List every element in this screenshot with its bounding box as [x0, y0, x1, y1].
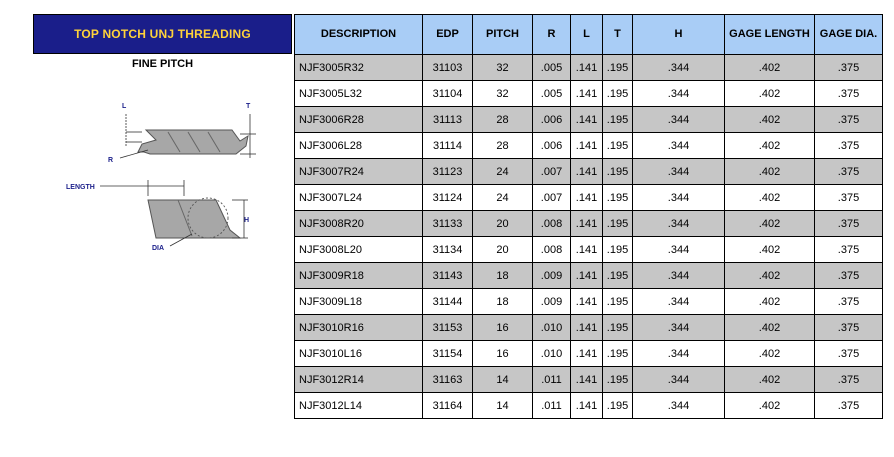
table-row: [295, 237, 883, 263]
cell-t: .195: [603, 107, 633, 133]
cell-gage-dia: .375: [815, 133, 883, 159]
cell-edp: 31134: [423, 237, 473, 263]
header-edp: EDP: [423, 15, 473, 55]
cell-pitch: 14: [473, 367, 533, 393]
cell-description: NJF3008R20: [295, 211, 423, 237]
cell-h: .344: [633, 315, 725, 341]
table-header-row: [295, 15, 883, 55]
cell-t: .195: [603, 55, 633, 81]
cell-r: .007: [533, 159, 571, 185]
cell-gage-dia: .375: [815, 55, 883, 81]
cell-description: NJF3007R24: [295, 159, 423, 185]
cell-h: .344: [633, 341, 725, 367]
cell-r: .008: [533, 237, 571, 263]
cell-description: NJF3012L14: [295, 393, 423, 419]
cell-t: .195: [603, 263, 633, 289]
cell-h: .344: [633, 263, 725, 289]
cell-l: .141: [571, 81, 603, 107]
cell-gage-length: .402: [725, 133, 815, 159]
cell-description: NJF3005R32: [295, 55, 423, 81]
cell-gage-length: .402: [725, 367, 815, 393]
cell-edp: 31113: [423, 107, 473, 133]
cell-r: .009: [533, 289, 571, 315]
cell-edp: 31144: [423, 289, 473, 315]
cell-gage-length: .402: [725, 81, 815, 107]
cell-gage-length: .402: [725, 263, 815, 289]
table-row: [295, 393, 883, 419]
cell-h: .344: [633, 237, 725, 263]
table-row: [295, 81, 883, 107]
cell-t: .195: [603, 185, 633, 211]
cell-edp: 31103: [423, 55, 473, 81]
cell-description: NJF3006R28: [295, 107, 423, 133]
table-row: [295, 367, 883, 393]
cell-description: NJF3008L20: [295, 237, 423, 263]
cell-r: .006: [533, 133, 571, 159]
cell-pitch: 16: [473, 341, 533, 367]
cell-description: NJF3007L24: [295, 185, 423, 211]
cell-edp: 31164: [423, 393, 473, 419]
cell-edp: 31163: [423, 367, 473, 393]
table-row: [295, 263, 883, 289]
cell-edp: 31104: [423, 81, 473, 107]
table-row: [295, 289, 883, 315]
cell-edp: 31114: [423, 133, 473, 159]
cell-gage-dia: .375: [815, 393, 883, 419]
cell-l: .141: [571, 211, 603, 237]
cell-r: .005: [533, 55, 571, 81]
cell-h: .344: [633, 289, 725, 315]
subtitle-fine-pitch: FINE PITCH: [131, 58, 194, 70]
cell-l: .141: [571, 55, 603, 81]
cell-r: .010: [533, 315, 571, 341]
cell-description: NJF3006L28: [295, 133, 423, 159]
cell-l: .141: [571, 185, 603, 211]
cell-edp: 31153: [423, 315, 473, 341]
header-gage-dia: GAGE DIA.: [815, 15, 883, 55]
cell-description: NJF3009L18: [295, 289, 423, 315]
label-h: H: [244, 217, 250, 224]
cell-h: .344: [633, 107, 725, 133]
header-h: H: [633, 15, 725, 55]
cell-gage-length: .402: [725, 55, 815, 81]
label-r: R: [108, 157, 114, 164]
header-t: T: [603, 15, 633, 55]
cell-gage-dia: .375: [815, 159, 883, 185]
cell-r: .010: [533, 341, 571, 367]
cell-gage-length: .402: [725, 159, 815, 185]
cell-pitch: 28: [473, 133, 533, 159]
cell-edp: 31143: [423, 263, 473, 289]
cell-l: .141: [571, 159, 603, 185]
table-row: [295, 107, 883, 133]
cell-gage-dia: .375: [815, 341, 883, 367]
label-dia: DIA: [152, 245, 165, 252]
cell-gage-dia: .375: [815, 315, 883, 341]
cell-pitch: 18: [473, 263, 533, 289]
cell-gage-dia: .375: [815, 185, 883, 211]
cell-t: .195: [603, 133, 633, 159]
insert-side-view-shape: [148, 200, 240, 238]
cell-t: .195: [603, 81, 633, 107]
cell-t: .195: [603, 315, 633, 341]
cell-gage-dia: .375: [815, 263, 883, 289]
cell-l: .141: [571, 341, 603, 367]
label-length: LENGTH: [66, 184, 95, 191]
cell-r: .008: [533, 211, 571, 237]
header-l: L: [571, 15, 603, 55]
table-row: [295, 185, 883, 211]
cell-edp: 31133: [423, 211, 473, 237]
cell-description: NJF3010R16: [295, 315, 423, 341]
cell-gage-length: .402: [725, 393, 815, 419]
header-pitch: PITCH: [473, 15, 533, 55]
header-description: DESCRIPTION: [295, 15, 423, 55]
brand-banner: [33, 14, 292, 54]
cell-r: .011: [533, 367, 571, 393]
table-row: [295, 55, 883, 81]
cell-h: .344: [633, 393, 725, 419]
cell-l: .141: [571, 237, 603, 263]
cell-description: NJF3009R18: [295, 263, 423, 289]
cell-h: .344: [633, 185, 725, 211]
table-row: [295, 315, 883, 341]
cell-pitch: 32: [473, 55, 533, 81]
cell-pitch: 32: [473, 81, 533, 107]
cell-h: .344: [633, 55, 725, 81]
cell-gage-length: .402: [725, 107, 815, 133]
cell-gage-dia: .375: [815, 367, 883, 393]
cell-t: .195: [603, 393, 633, 419]
cell-gage-length: .402: [725, 315, 815, 341]
cell-t: .195: [603, 159, 633, 185]
cell-l: .141: [571, 263, 603, 289]
cell-description: NJF3005L32: [295, 81, 423, 107]
cell-gage-dia: .375: [815, 289, 883, 315]
table-row: [295, 159, 883, 185]
cell-gage-length: .402: [725, 341, 815, 367]
insert-diagram: [60, 96, 275, 256]
cell-gage-length: .402: [725, 237, 815, 263]
cell-gage-length: .402: [725, 185, 815, 211]
spec-table: [294, 14, 883, 419]
cell-edp: 31154: [423, 341, 473, 367]
cell-h: .344: [633, 159, 725, 185]
cell-l: .141: [571, 107, 603, 133]
table-row: [295, 133, 883, 159]
cell-r: .005: [533, 81, 571, 107]
cell-t: .195: [603, 367, 633, 393]
header-r: R: [533, 15, 571, 55]
brand-title: TOP NOTCH UNJ THREADING: [74, 27, 251, 41]
cell-l: .141: [571, 393, 603, 419]
cell-gage-length: .402: [725, 289, 815, 315]
cell-edp: 31123: [423, 159, 473, 185]
cell-l: .141: [571, 133, 603, 159]
cell-gage-dia: .375: [815, 237, 883, 263]
cell-r: .009: [533, 263, 571, 289]
cell-h: .344: [633, 133, 725, 159]
cell-pitch: 20: [473, 211, 533, 237]
cell-r: .007: [533, 185, 571, 211]
label-t: T: [246, 103, 251, 110]
cell-pitch: 24: [473, 159, 533, 185]
cell-h: .344: [633, 367, 725, 393]
cell-gage-length: .402: [725, 211, 815, 237]
cell-gage-dia: .375: [815, 107, 883, 133]
cell-l: .141: [571, 315, 603, 341]
cell-gage-dia: .375: [815, 81, 883, 107]
cell-pitch: 24: [473, 185, 533, 211]
header-gage-length: GAGE LENGTH: [725, 15, 815, 55]
cell-l: .141: [571, 289, 603, 315]
label-l: L: [122, 103, 127, 110]
table-row: [295, 211, 883, 237]
cell-l: .141: [571, 367, 603, 393]
cell-h: .344: [633, 211, 725, 237]
cell-gage-dia: .375: [815, 211, 883, 237]
table-row: [295, 341, 883, 367]
cell-t: .195: [603, 341, 633, 367]
cell-edp: 31124: [423, 185, 473, 211]
cell-h: .344: [633, 81, 725, 107]
cell-description: NJF3012R14: [295, 367, 423, 393]
cell-t: .195: [603, 237, 633, 263]
cell-t: .195: [603, 211, 633, 237]
cell-r: .011: [533, 393, 571, 419]
cell-t: .195: [603, 289, 633, 315]
cell-r: .006: [533, 107, 571, 133]
cell-description: NJF3010L16: [295, 341, 423, 367]
cell-pitch: 14: [473, 393, 533, 419]
cell-pitch: 18: [473, 289, 533, 315]
insert-top-view-shape: [138, 130, 248, 154]
cell-pitch: 16: [473, 315, 533, 341]
cell-pitch: 20: [473, 237, 533, 263]
cell-pitch: 28: [473, 107, 533, 133]
